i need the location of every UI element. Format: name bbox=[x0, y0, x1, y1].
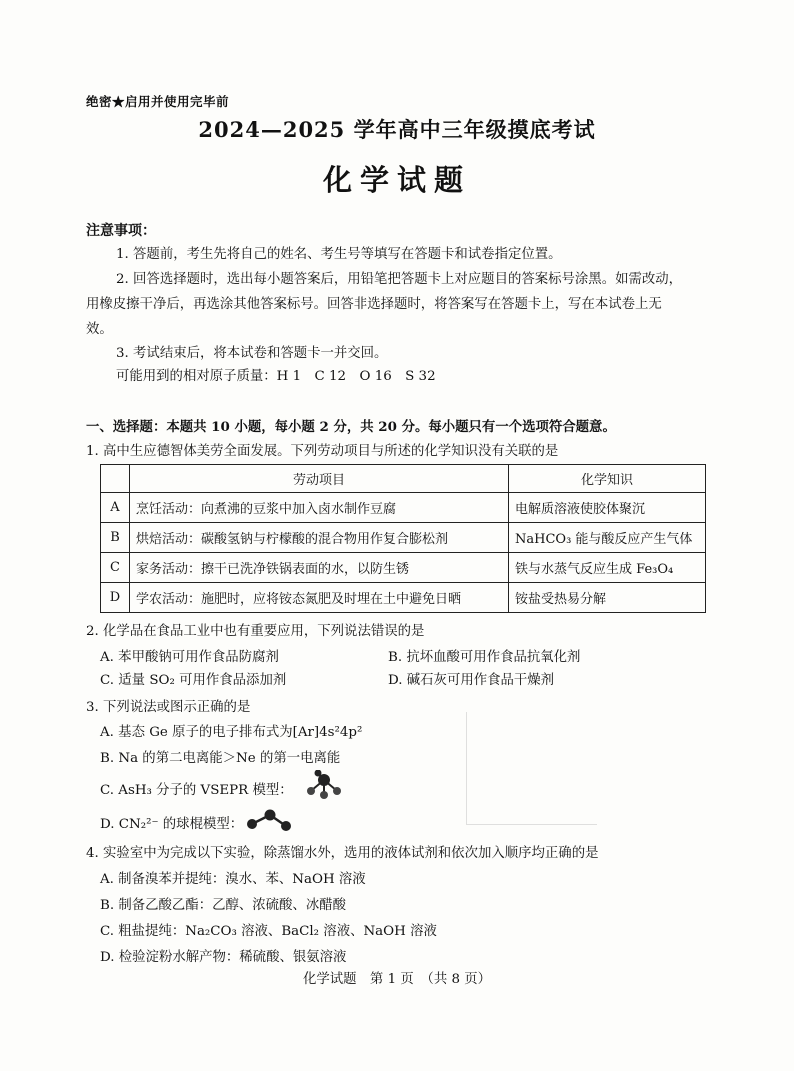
row-key: B bbox=[101, 523, 130, 553]
row-chem: 电解质溶液使胶体聚沉 bbox=[509, 493, 706, 523]
bleed-through-graph bbox=[466, 712, 597, 825]
question-1-stem: 1. 高中生应德智体美劳全面发展。下列劳动项目与所述的化学知识没有关联的是 bbox=[86, 444, 559, 459]
row-chem: NaHCO₃ 能与酸反应产生气体 bbox=[509, 523, 706, 553]
question-2-option-c: C. 适量 SO₂ 可用作食品添加剂 bbox=[100, 673, 287, 688]
question-4-option-d: D. 检验淀粉水解产物：稀硫酸、银氨溶液 bbox=[100, 950, 347, 965]
notice-item-1: 1. 答题前，考生先将自己的姓名、考生号等填写在答题卡和试卷指定位置。 bbox=[116, 247, 562, 262]
row-chem: 铵盐受热易分解 bbox=[509, 583, 706, 613]
section-heading: 一、选择题：本题共 10 小题，每小题 2 分，共 20 分。每小题只有一个选项符合题意。 bbox=[86, 419, 616, 435]
row-labor: 家务活动：擦干已洗净铁锅表面的水，以防生锈 bbox=[130, 553, 509, 583]
row-labor: 烘焙活动：碳酸氢钠与柠檬酸的混合物用作复合膨松剂 bbox=[130, 523, 509, 553]
question-1-table bbox=[100, 464, 706, 613]
notice-item-2: 2. 回答选择题时，选出每小题答案后，用铅笔把答题卡上对应题目的答案标号涂黑。如需改动，用橡皮擦干净后，再选涂其他答案标号。回答非选择题时，将答案写在答题卡上，写在本试卷上无效。 bbox=[86, 272, 683, 337]
table-row bbox=[101, 583, 706, 613]
question-2-stem: 2. 化学品在食品工业中也有重要应用，下列说法错误的是 bbox=[86, 624, 425, 639]
question-3-option-c: C. AsH₃ 分子的 VSEPR 模型： bbox=[100, 783, 293, 798]
page-footer: 化学试题 第 1 页 （共 8 页） bbox=[302, 972, 492, 987]
question-3-stem: 3. 下列说法或图示正确的是 bbox=[86, 700, 251, 715]
column-header-labor: 劳动项目 bbox=[130, 465, 509, 493]
question-4-option-b: B. 制备乙酸乙酯：乙醇、浓硫酸、冰醋酸 bbox=[100, 898, 346, 913]
notice-item-3: 3. 考试结束后，将本试卷和答题卡一并交回。 bbox=[116, 346, 388, 361]
confidential-label: 绝密★启用并使用完毕前 bbox=[86, 94, 230, 109]
question-2-option-b: B. 抗坏血酸可用作食品抗氧化剂 bbox=[388, 650, 581, 665]
row-labor: 烹饪活动：向煮沸的豆浆中加入卤水制作豆腐 bbox=[130, 493, 509, 523]
exam-title: 2024—2025 学年高中三年级摸底考试 bbox=[198, 117, 596, 142]
question-3-option-a: A. 基态 Ge 原子的电子排布式为[Ar]4s²4p² bbox=[100, 725, 363, 740]
question-2-option-a: A. 苯甲酸钠可用作食品防腐剂 bbox=[100, 650, 279, 665]
table-row bbox=[101, 523, 706, 553]
question-3-option-d: D. CN₂²⁻ 的球棍模型： bbox=[100, 817, 244, 832]
row-labor: 学农活动：施肥时，应将铵态氮肥及时埋在土中避免日晒 bbox=[130, 583, 509, 613]
vsepr-model-icon bbox=[302, 770, 350, 800]
ball-stick-model-icon bbox=[244, 808, 294, 834]
notice-heading: 注意事项： bbox=[86, 223, 156, 239]
question-4-option-a: A. 制备溴苯并提纯：溴水、苯、NaOH 溶液 bbox=[100, 872, 366, 887]
question-3-option-b: B. Na 的第二电离能＞Ne 的第一电离能 bbox=[100, 751, 341, 766]
question-2-option-d: D. 碱石灰可用作食品干燥剂 bbox=[388, 673, 555, 688]
atomic-mass-line: 可能用到的相对原子质量：H 1 C 12 O 16 S 32 bbox=[116, 369, 436, 384]
subject-title: 化学试题 bbox=[322, 163, 471, 197]
row-chem: 铁与水蒸气反应生成 Fe₃O₄ bbox=[509, 553, 706, 583]
table-header-row bbox=[101, 465, 706, 493]
column-header-chem: 化学知识 bbox=[509, 465, 706, 493]
question-4-stem: 4. 实验室中为完成以下实验，除蒸馏水外，选用的液体试剂和依次加入顺序均正确的是 bbox=[86, 846, 599, 861]
table-row bbox=[101, 553, 706, 583]
row-key: C bbox=[101, 553, 130, 583]
question-4-option-c: C. 粗盐提纯：Na₂CO₃ 溶液、BaCl₂ 溶液、NaOH 溶液 bbox=[100, 924, 437, 939]
row-key: A bbox=[101, 493, 130, 523]
table-row bbox=[101, 493, 706, 523]
row-key: D bbox=[101, 583, 130, 613]
